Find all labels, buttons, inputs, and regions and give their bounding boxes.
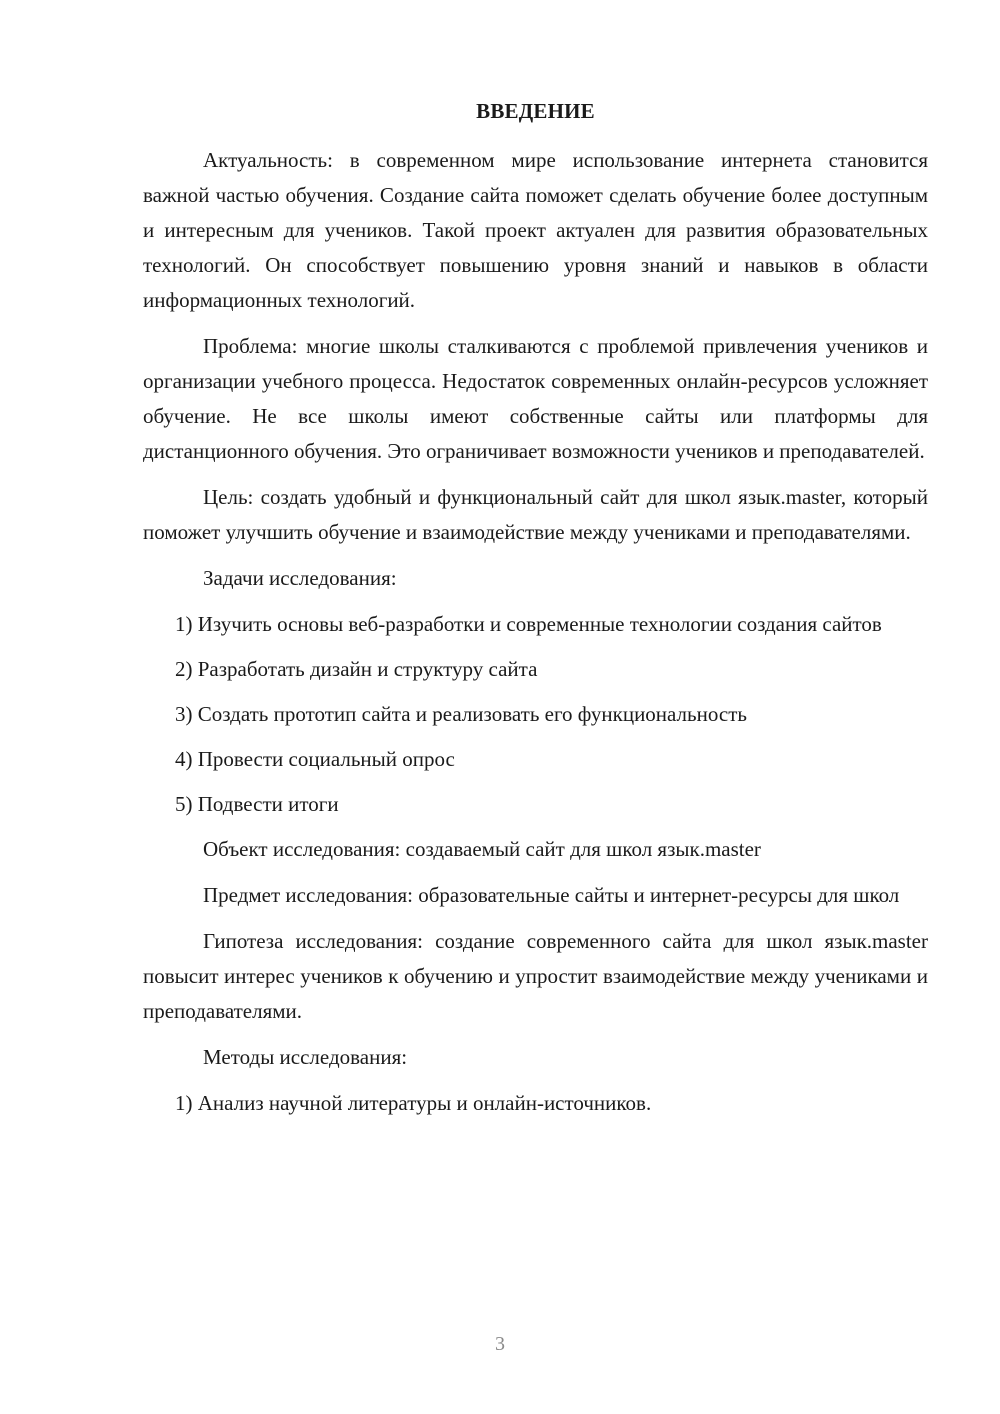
task-item-5: 5) Подвести итоги (175, 792, 339, 816)
methods-list (143, 1086, 928, 1121)
problem-paragraph: Проблема: многие школы сталкиваются с проблемой привлечения учеников и организации учебного процесса. Недостаток современных онлайн-ресурсов усложняет обучение. Не все школы имеют собственные сайты или платформы для дистанционного обучения. Это ограничивает возможности учеников и преподавателей. (143, 334, 928, 463)
task-item-3: 3) Создать прототип сайта и реализовать его функциональность (175, 702, 747, 726)
task-item-4: 4) Провести социальный опрос (175, 747, 455, 771)
object-paragraph: Объект исследования: создаваемый сайт для школ язык.master (203, 837, 761, 861)
methods-heading: Методы исследования: (203, 1045, 408, 1069)
method-item-1: 1) Анализ научной литературы и онлайн-источников. (175, 1091, 652, 1115)
relevance-paragraph: Актуальность: в современном мире использование интернета становится важной частью обучения. Создание сайта поможет сделать обучение более доступным и интересным для учеников. Такой проект актуален для развития образовательных технологий. Он способствует повышению уровня знаний и навыков в области информационных технологий. (143, 148, 928, 312)
section-title: ВВЕДЕНИЕ (476, 99, 595, 123)
tasks-list (143, 607, 928, 822)
page-number: 3 (495, 1333, 505, 1355)
hypothesis-paragraph: Гипотеза исследования: создание современного сайта для школ язык.master повысит интерес учеников к обучению и упростит взаимодействие между учениками и преподавателями. (143, 929, 928, 1023)
task-item-1: 1) Изучить основы веб-разработки и современные технологии создания сайтов (175, 612, 882, 636)
task-item-2: 2) Разработать дизайн и структуру сайта (175, 657, 538, 681)
goal-paragraph: Цель: создать удобный и функциональный сайт для школ язык.master, который поможет улучшить обучение и взаимодействие между учениками и преподавателями. (143, 485, 928, 544)
subject-paragraph: Предмет исследования: образовательные сайты и интернет-ресурсы для школ (203, 883, 900, 907)
tasks-heading: Задачи исследования: (203, 566, 397, 590)
document-page (143, 96, 928, 1131)
